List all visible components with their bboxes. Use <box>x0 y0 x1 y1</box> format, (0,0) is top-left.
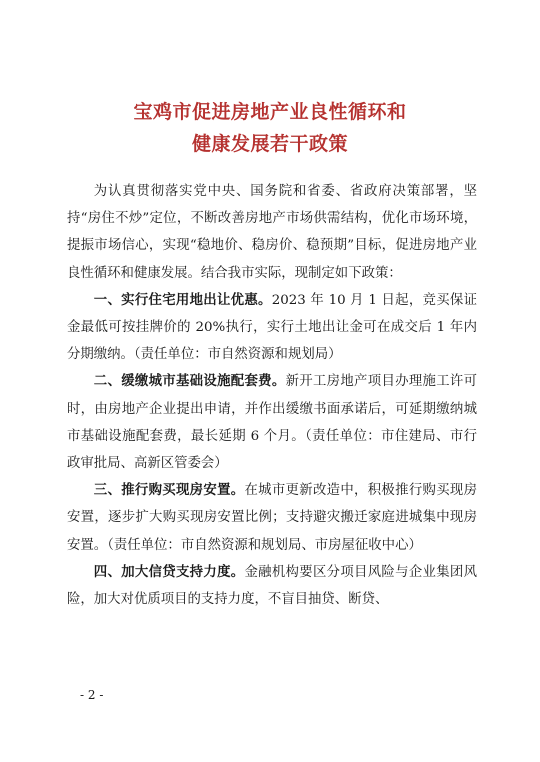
document-body <box>67 178 477 613</box>
document-title-line-2: 健康发展若干政策 <box>191 133 348 155</box>
paragraph-text: 为认真贯彻落实党中央、国务院和省委、省政府决策部署，坚持“房住不炒”定位，不断改善房地产市场供需结构，优化市场环境，提振市场信心，实现“稳地价、稳房价、稳预期”目标，促进房地产业良性循环和健康发展。结合我市实际，现制定如下政策： <box>67 184 477 281</box>
paragraph-heading: 三、推行购买现房安置。 <box>93 482 245 499</box>
paragraph-intro <box>67 178 477 287</box>
paragraph-heading: 二、缓缴城市基础设施配套费。 <box>93 373 286 390</box>
document-title-line-1: 宝鸡市促进房地产业良性循环和 <box>133 101 407 123</box>
paragraph-policy-1 <box>67 287 477 369</box>
paragraph-text: 新开工房地产项目办理施工许可时，由房地产企业提出申请，并作出缓缴书面承诺后，可延期缴纳城市基础设施配套费，最长延期 6 个月。（责任单位：市住建局、市行政审批局、高新区管委会） <box>67 374 478 472</box>
paragraph-policy-2 <box>67 368 477 477</box>
paragraph-text: 2023 年 10 月 1 日起，竞买保证金最低可按挂牌价的 20%执行，实行土地出让金可在成交后 1 年内分期缴纳。（责任单位：市自然资源和规划局） <box>67 292 477 363</box>
paragraph-policy-3 <box>67 477 477 559</box>
paragraph-text: 在城市更新改造中，积极推行购买现房安置，逐步扩大购买现房安置比例；支持避灾搬迁家庭进城集中现房安置。（责任单位：市自然资源和规划局、市房屋征收中心） <box>67 483 478 553</box>
paragraph-text: 金融机构要区分项目风险与企业集团风险，加大对优质项目的支持力度，不盲目抽贷、断贷、 <box>67 564 478 608</box>
paragraph-heading: 四、加大信贷支持力度。 <box>93 563 245 580</box>
paragraph-heading: 一、实行住宅用地出让优惠。 <box>93 291 272 308</box>
paragraph-policy-4 <box>67 559 477 613</box>
page-number: - 2 - <box>80 688 104 702</box>
